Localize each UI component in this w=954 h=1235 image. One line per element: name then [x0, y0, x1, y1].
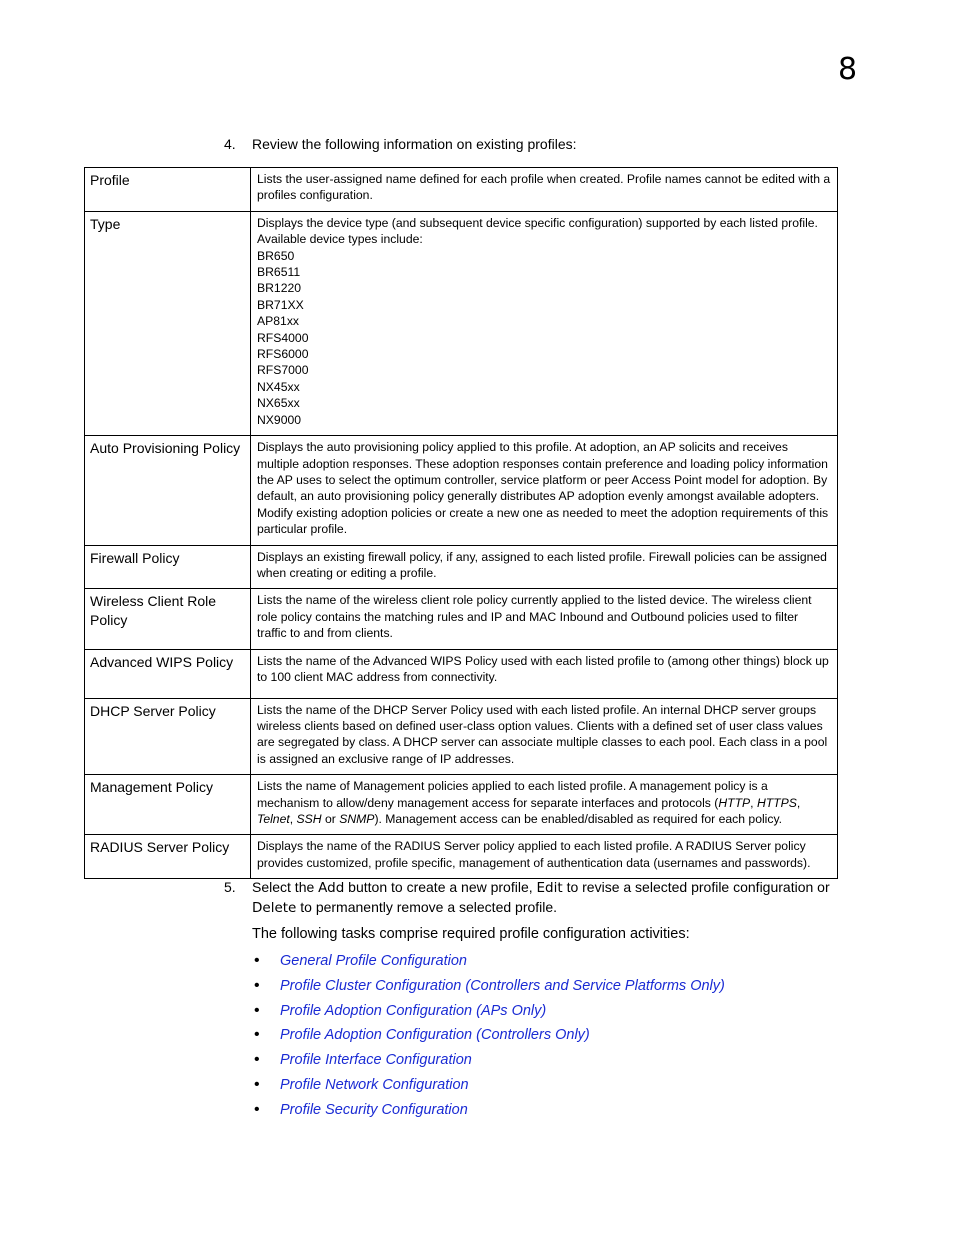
protocol-ssh: SSH [296, 812, 322, 826]
list-item: RFS6000 [257, 347, 309, 362]
list-item: BR6511 [257, 265, 301, 280]
table-row [85, 545, 838, 589]
list-item [252, 1026, 725, 1051]
step-text-part: Select the [252, 879, 319, 895]
table-row [85, 436, 838, 545]
row-label: Type [85, 211, 251, 435]
list-item: BR650 [257, 248, 295, 263]
separator: , [750, 795, 757, 810]
task-link-list [252, 952, 725, 1126]
step-number: 5. [224, 879, 236, 895]
task-link-interface[interactable]: Profile Interface Configuration [280, 1052, 472, 1069]
bullet-icon: • [254, 1001, 260, 1019]
step-text [252, 878, 862, 918]
protocol-telnet: Telnet [257, 812, 290, 826]
step-number: 4. [224, 136, 236, 152]
bullet-icon: • [254, 976, 260, 994]
table-row [85, 211, 838, 435]
step-text: Review the following information on existing profiles: [252, 136, 577, 152]
profile-info-table [84, 167, 838, 879]
separator: or [321, 812, 340, 826]
row-label: Wireless Client Role Policy [85, 589, 251, 649]
table-row [85, 168, 838, 212]
task-link-security[interactable]: Profile Security Configuration [280, 1101, 468, 1118]
row-description [251, 211, 838, 435]
row-description: Displays the name of the RADIUS Server policy applied to each listed profile. A RADIUS Server policy provides customized, profile specific, management of authentication data (usernames and passwords). [251, 835, 838, 879]
row-description: Lists the name of the DHCP Server Policy used with each listed profile. An internal DHCP server groups wireless clients based on defined user-class option values. Clients with a defined set of user class values are segregated by class. A DHCP server can associate multiple classes to each pool. Each class in a pool is assigned an exclusive range of IP addresses. [251, 698, 838, 775]
list-item: NX65xx [257, 396, 300, 411]
list-item [252, 952, 725, 977]
row-label: Advanced WIPS Policy [85, 649, 251, 698]
list-item: NX9000 [257, 412, 302, 427]
row-label: Management Policy [85, 775, 251, 835]
list-item [252, 1076, 725, 1101]
step-text-part: to permanently remove a selected profile. [296, 899, 558, 915]
list-item [252, 1002, 725, 1027]
bullet-icon: • [254, 1075, 260, 1093]
list-item: BR1220 [257, 281, 302, 296]
separator: , [796, 795, 801, 810]
list-item [252, 1101, 725, 1126]
table-row [85, 698, 838, 775]
task-link-profile-cluster[interactable]: Profile Cluster Configuration (Controllers and Service Platforms Only) [280, 977, 725, 994]
table-row [85, 589, 838, 649]
row-description [251, 775, 838, 835]
row-description: Displays the auto provisioning policy applied to this profile. At adoption, an AP solicits and receives multiple adoption responses. These adoption responses contain preference and loading policy information the AP uses to select the optimum controller, service platform or peer Access Point model for adoption. By default, an auto provisioning policy generally distributes AP adoption evenly amongst available adopters. Modify existing adoption policies or create a new one as needed to meet the adoption requirements of this particular profile. [251, 436, 838, 545]
row-description: Lists the name of the wireless client role policy currently applied to the listed device. The wireless client role policy contains the matching rules and IP and MAC Inbound and Outbound policies used to filter traffic to and from clients. [251, 589, 838, 649]
list-item: RFS7000 [257, 363, 309, 378]
separator: , [289, 812, 297, 826]
bullet-icon: • [254, 952, 260, 969]
bullet-icon: • [254, 1051, 260, 1069]
row-label: Profile [85, 168, 251, 212]
row-description: Lists the user-assigned name defined for each profile when created. Profile names cannot be edited with a profiles configuration. [251, 168, 838, 212]
chapter-number: 8 [838, 52, 858, 87]
table-row [85, 835, 838, 879]
device-type-list [257, 248, 831, 428]
protocol-http: HTTP [718, 795, 751, 810]
bullet-icon: • [254, 1026, 260, 1044]
list-item: BR71XX [257, 297, 304, 312]
list-item: RFS4000 [257, 330, 309, 345]
protocol-snmp: SNMP [339, 812, 375, 826]
list-item: NX45xx [257, 379, 300, 394]
row-label: Auto Provisioning Policy [85, 436, 251, 545]
list-item [252, 1051, 725, 1076]
tasks-intro: The following tasks comprise required profile configuration activities: [252, 926, 690, 942]
task-link-general-profile[interactable]: General Profile Configuration [280, 953, 467, 969]
bullet-icon: • [254, 1100, 260, 1118]
list-item: AP81xx [257, 314, 300, 329]
table-row [85, 775, 838, 835]
task-link-adoption-aps[interactable]: Profile Adoption Configuration (APs Only) [280, 1002, 547, 1019]
table-row [85, 649, 838, 698]
protocol-https: HTTPS [756, 795, 797, 810]
mgmt-desc-b: ). Management access can be enabled/disabled as required for each policy. [374, 812, 783, 826]
row-label: DHCP Server Policy [85, 698, 251, 775]
edit-term: Edit [536, 880, 563, 896]
mgmt-desc-a: Lists the name of Management policies applied to each listed profile. A management policy is a mechanism to allow/deny management access for separate interfaces and protocols ( [257, 779, 768, 810]
row-label: RADIUS Server Policy [85, 835, 251, 879]
task-link-adoption-controllers[interactable]: Profile Adoption Configuration (Controllers Only) [280, 1027, 590, 1044]
row-description: Lists the name of the Advanced WIPS Policy used with each listed profile to (among other things) block up to 100 client MAC address from connectivity. [251, 649, 838, 698]
row-label: Firewall Policy [85, 545, 251, 589]
type-description-text: Displays the device type (and subsequent device specific configuration) supported by each listed profile. Available device types include: [257, 215, 818, 247]
delete-term: Delete [252, 900, 297, 916]
list-item [252, 977, 725, 1002]
task-link-network[interactable]: Profile Network Configuration [280, 1076, 469, 1093]
row-description: Displays an existing firewall policy, if any, assigned to each listed profile. Firewall policies can be assigned when creating or editing a profile. [251, 545, 838, 589]
step-text-part: to revise a selected profile configuration or [562, 879, 830, 895]
step-text-part: button to create a new profile, [344, 879, 537, 895]
add-term: Add [318, 880, 345, 896]
